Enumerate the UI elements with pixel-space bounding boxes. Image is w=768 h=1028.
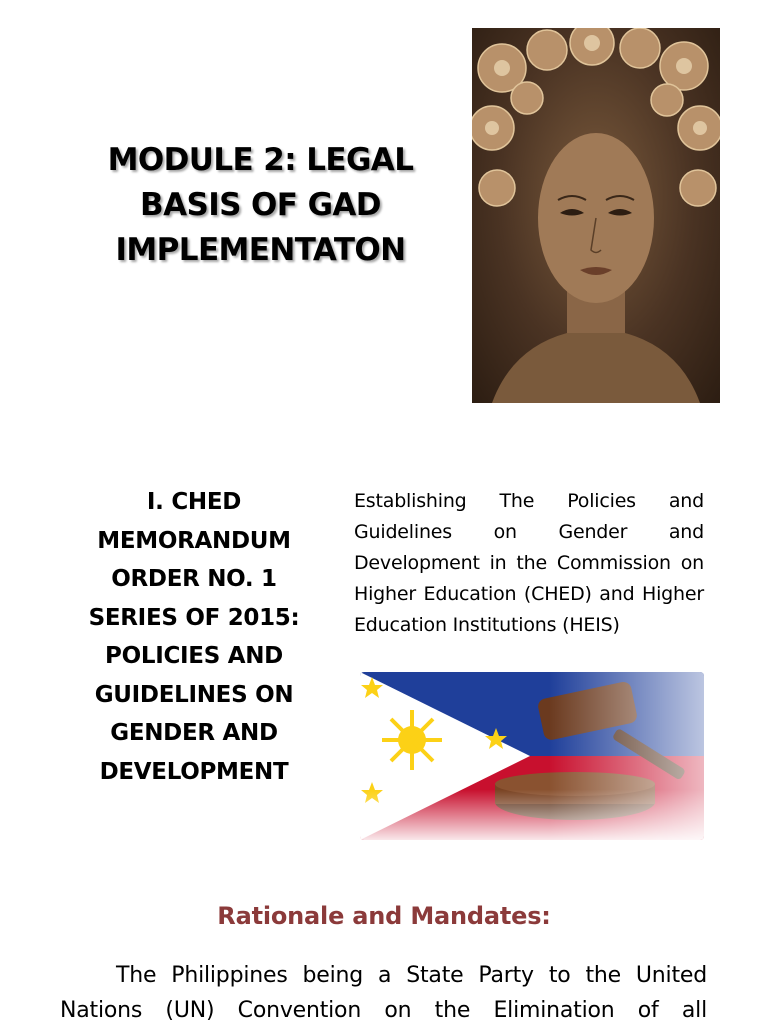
philippine-flag-gavel-icon xyxy=(360,672,704,840)
ched-memorandum-description: Establishing The Policies and Guidelines on Gender and Development in the Commission on Higher Education (CHED) and Higher Education Institutions (HEIS) xyxy=(354,490,704,636)
woman-portrait-icon xyxy=(472,28,720,403)
rationale-paragraph: The Philippines being a State Party to the United Nations (UN) Convention on the Elimination of all xyxy=(60,963,707,1023)
module-title: MODULE 2: LEGAL BASIS OF GAD IMPLEMENTATON xyxy=(107,142,414,268)
flag-gavel-image xyxy=(360,672,704,840)
rationale-heading: Rationale and Mandates: xyxy=(217,902,551,930)
portrait-illustration xyxy=(472,28,720,403)
ched-memorandum-heading: I. CHED MEMORANDUM ORDER NO. 1 SERIES OF 2015: POLICIES AND GUIDELINES ON GENDER AND DEVELOPMENT xyxy=(88,489,300,785)
